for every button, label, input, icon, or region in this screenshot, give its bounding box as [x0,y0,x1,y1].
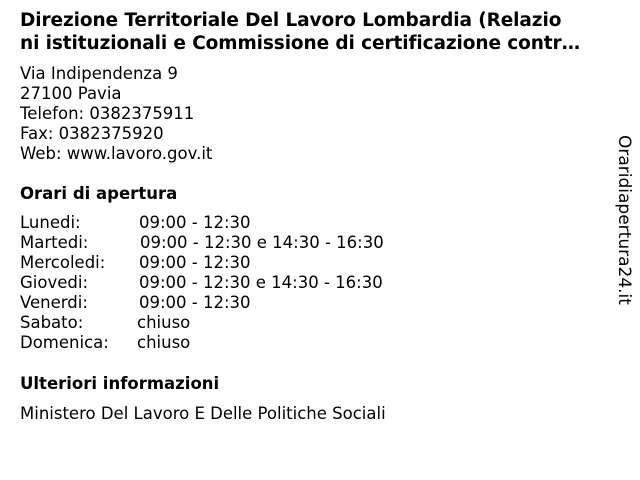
more-info-text: Ministero Del Lavoro E Delle Politiche Sociali [20,404,386,423]
hours-time: 09:00 - 12:30 [139,213,251,232]
opening-hours-heading: Orari di apertura [20,184,178,203]
hours-time: 09:00 - 12:30 e 14:30 - 16:30 [140,233,384,252]
more-info-heading: Ulteriori informazioni [20,374,220,393]
hours-time: chiuso [137,313,191,332]
hours-time: chiuso [137,333,191,352]
hours-day: Giovedi: [20,273,88,292]
hours-day: Sabato: [20,313,84,332]
hours-day: Domenica: [20,333,109,352]
hours-day: Martedi: [20,233,89,252]
hours-time: 09:00 - 12:30 [139,293,251,312]
address-street: Via Indipendenza 9 [20,64,178,83]
address-city: 27100 Pavia [20,84,122,103]
hours-day: Venerdi: [20,293,88,312]
hours-day: Mercoledi: [20,253,106,272]
address-fax: Fax: 0382375920 [20,124,164,143]
address-web: Web: www.lavoro.gov.it [20,144,213,163]
hours-time: 09:00 - 12:30 [139,253,251,272]
page-title [20,9,620,55]
address-phone: Telefon: 0382375911 [20,104,195,123]
page-title-line-1: Direzione Territoriale Del Lavoro Lombardia (Relazio [20,10,562,31]
hours-day: Lunedi: [20,213,81,232]
address-block [20,64,212,164]
hours-time: 09:00 - 12:30 e 14:30 - 16:30 [139,273,383,292]
page-title-line-2: ni istituzionali e Commissione di certificazione contr… [20,33,580,54]
site-watermark: Oraridiapertura24.it [614,135,634,305]
